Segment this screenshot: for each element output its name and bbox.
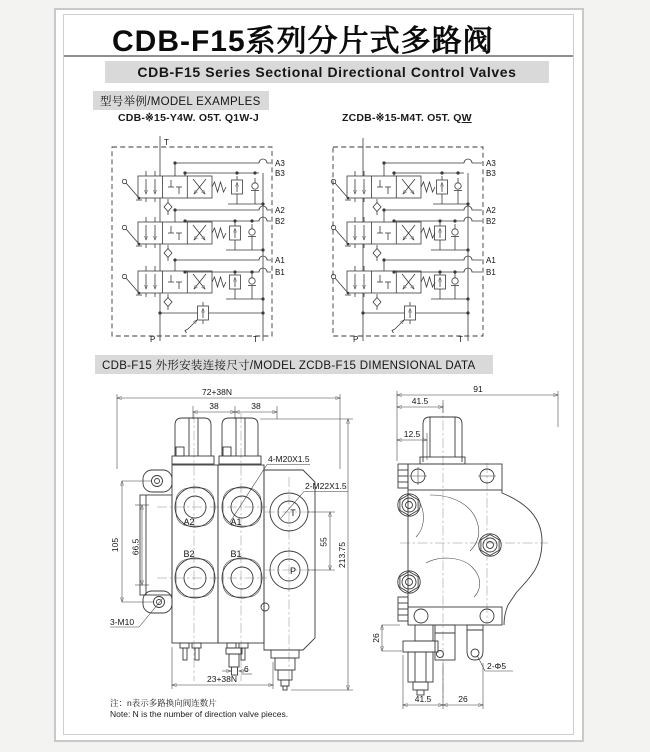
port-relief-valves [226,176,263,299]
supply-rails [160,136,263,341]
dim-26-left: 26 [371,633,381,643]
right-port-b1: B1 [486,268,496,277]
dim-105: 105 [110,537,120,553]
port-label-b1: B1 [230,549,242,559]
dim-55: 55 [318,537,329,547]
dimensional-front-view [105,385,365,700]
dim-38-right: 38 [251,401,261,411]
left-port-b2: B2 [275,217,285,226]
main-relief [160,302,263,333]
hydraulic-schematic-left [100,128,300,346]
dim-23-38n: 23+38N [206,674,238,684]
side-dim-text [371,384,506,704]
title-divider [64,55,573,57]
schematic-boundary [112,147,272,336]
hydraulic-schematic-right [325,128,525,346]
left-port-b3: B3 [275,169,285,178]
schematic-boundary [333,147,483,336]
page-title: CDB-F15系列分片式多路阀 [112,25,494,58]
left-port-p: P [150,335,156,344]
right-port-p: P [353,335,359,344]
footnote-en: Note: N is the number of direction valve pieces. [110,709,289,719]
dim-41-5-bottom: 41.5 [414,694,432,704]
dim-38-left: 38 [209,401,219,411]
footnote [110,698,288,720]
right-port-a3: A3 [486,159,496,168]
port-label-b2: B2 [183,549,195,559]
side-body-outline [398,417,542,695]
port-relief-valves [431,176,468,299]
port-label-t: T [290,508,296,518]
dim-12-5: 12.5 [403,429,421,439]
right-model-text: ZCDB-※15-M4T. O5T. Q [342,112,462,124]
dim-91: 91 [473,384,483,394]
dim-66-5: 66.5 [130,538,141,556]
dim-41-5-top: 41.5 [411,396,429,406]
junction-dots [158,161,264,314]
dim-26-bottom: 26 [458,694,468,704]
right-port-b3: B3 [486,169,496,178]
left-model-text: CDB-※15-Y4W. O5T. Q1W-J [118,112,259,124]
dimensional-data-header [95,355,493,374]
centerlines [400,403,548,701]
valve-sections [331,171,435,310]
dim-6: 6 [244,664,249,674]
right-schematic-model [342,112,472,124]
dim-72-38n: 72+38N [201,387,233,397]
left-port-b1: B1 [275,268,285,277]
label-2-m22: 2-M22X1.5 [305,481,347,491]
series-subtitle: CDB-F15 Series Sectional Directional Control Valves [137,64,517,80]
port-label-p: P [289,566,297,576]
left-port-t: T [253,335,258,344]
right-port-t: T [458,335,463,344]
dimensional-side-view [370,383,575,713]
model-examples-header-text: 型号举例/MODEL EXAMPLES [100,95,261,108]
main-relief [363,302,468,333]
left-port-a3: A3 [275,159,285,168]
dimensional-data-header-text: CDB-F15 外形安装连接尺寸/MODEL ZCDB-F15 DIMENSIONAL DATA [102,359,476,372]
right-port-a2: A2 [486,206,496,215]
left-port-a1: A1 [275,256,285,265]
model-examples-header [93,91,269,110]
right-port-b2: B2 [486,217,496,226]
junction-dots [361,161,469,314]
valve-sections [122,171,226,310]
right-model-text-underlined: W [461,112,472,124]
dim-213-75: 213.75 [337,542,347,568]
right-port-a1: A1 [486,256,496,265]
footnote-cn: 注：n表示多路换向阀连数片 [110,698,217,708]
label-3-m10: 3-M10 [110,617,135,627]
left-port-top-t: T [164,138,169,147]
left-port-a2: A2 [275,206,285,215]
port-label-a2: A2 [183,517,195,527]
port-label-a1: A1 [230,517,242,527]
series-subtitle-bar [105,61,549,83]
left-schematic-model [118,112,259,124]
label-4-m20: 4-M20X1.5 [268,454,310,464]
label-2-phi5: 2-Φ5 [487,661,507,671]
